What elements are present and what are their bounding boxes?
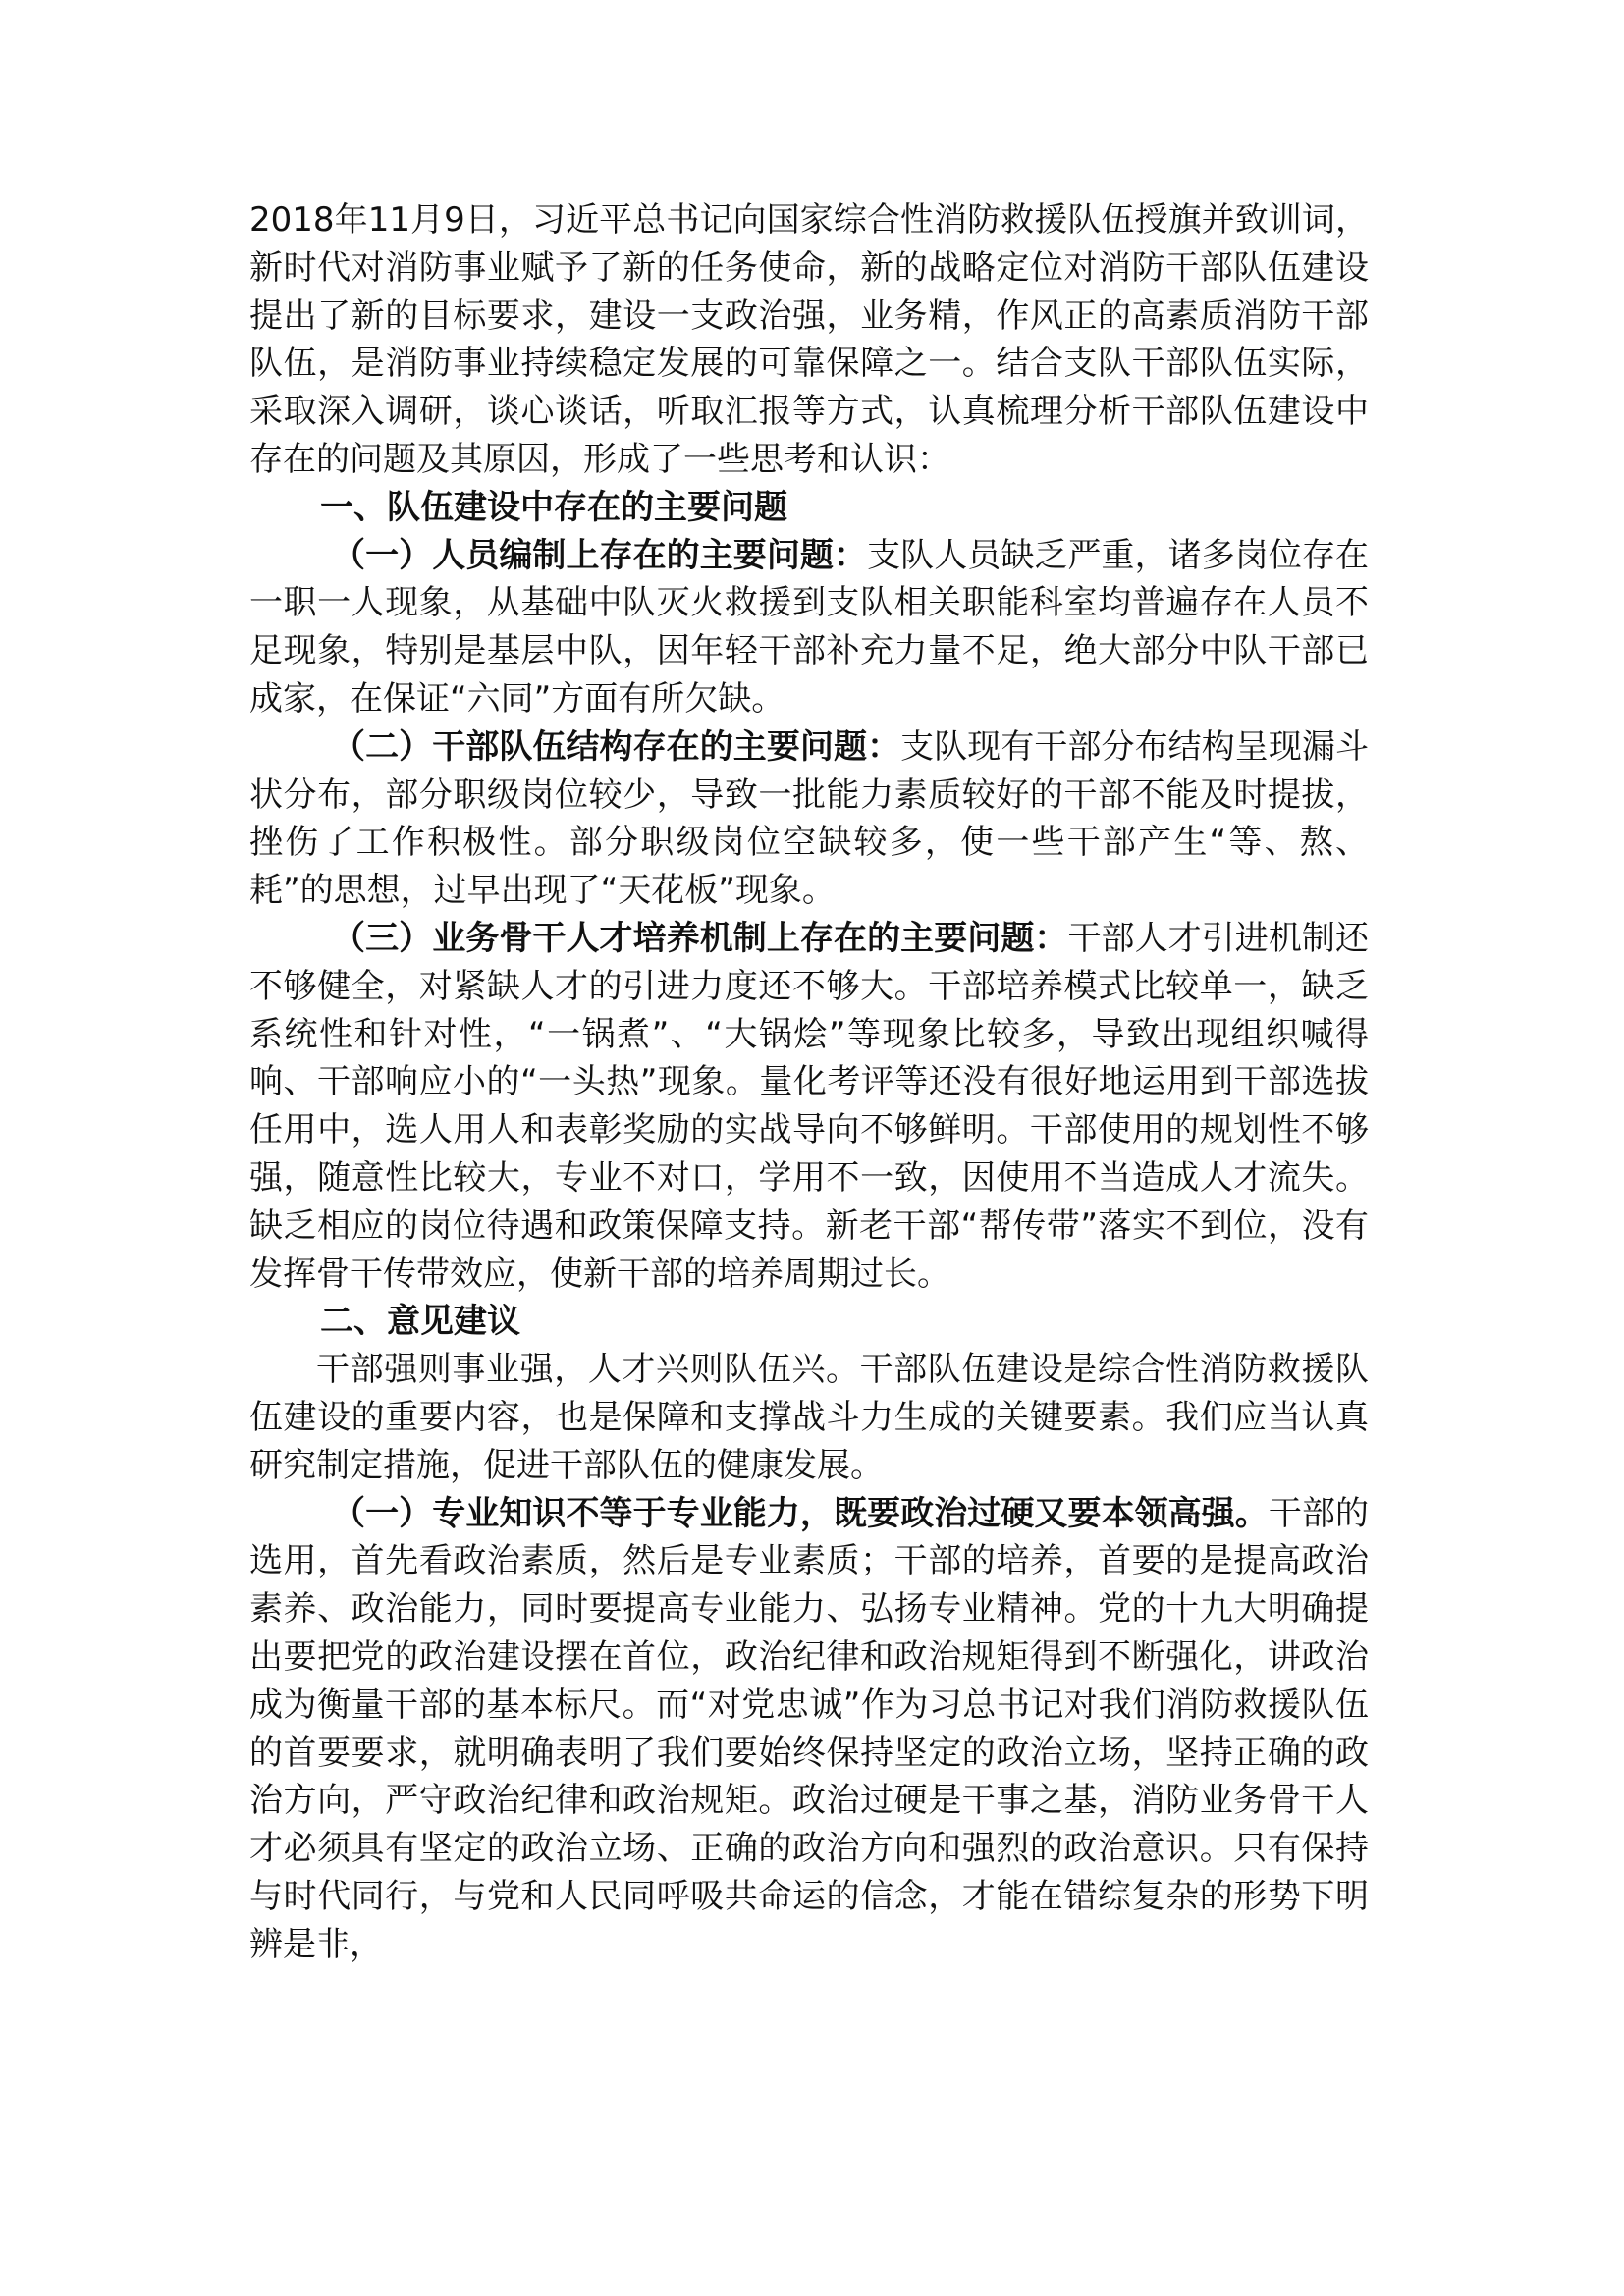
problem-paragraph-staffing bbox=[249, 532, 1369, 723]
problem-paragraph-structure bbox=[249, 723, 1369, 915]
problem-body-training: 干部人才引进机制还不够健全，对紧缺人才的引进力度还不够大。干部培养模式比较单一，缺乏系统性和针对性，“一锅煮”、“大锅烩”等现象比较多，导致出现组织喊得响、干部响应小的“一头热”现象。量化考评等还没有很好地运用到干部选拔任用中，选人用人和表彰奖励的实战导向不够鲜明。干部使用的规划性不够强，随意性比较大，专业不对口，学用不一致，因使用不当造成人才流失。缺乏相应的岗位待遇和政策保障支持。新老干部“帮传带”落实不到位，没有发挥骨干传带效应，使新干部的培养周期过长。 bbox=[249, 918, 1370, 1294]
problem-lead-structure: （二）干部队伍结构存在的主要问题： bbox=[332, 726, 901, 767]
problem-body-structure: 支队现有干部分布结构呈现漏斗状分布，部分职级岗位较少，导致一批能力素质较好的干部不能及时提拔，挫伤了工作积极性。部分职级岗位空缺较多，使一些干部产生“等、熬、耗”的思想，过早出现了“天花板”现象。 bbox=[249, 726, 1370, 911]
suggestion-lead-professional: （一）专业知识不等于专业能力，既要政治过硬又要本领高强。 bbox=[332, 1493, 1269, 1533]
suggestion-paragraph-professional bbox=[249, 1490, 1369, 1969]
problem-paragraph-training bbox=[249, 915, 1369, 1298]
suggestions-intro-paragraph: 干部强则事业强，人才兴则队伍兴。干部队伍建设是综合性消防救援队伍建设的重要内容，也是保障和支撑战斗力生成的关键要素。我们应当认真研究制定措施，促进干部队伍的健康发展。 bbox=[249, 1350, 1369, 1485]
problem-body-staffing: 支队人员缺乏严重，诸多岗位存在一职一人现象，从基础中队灭火救援到支队相关职能科室均普遍存在人员不足现象，特别是基层中队，因年轻干部补充力量不足，绝大部分中队干部已成家，在保证“六同”方面有所欠缺。 bbox=[249, 535, 1370, 719]
problem-lead-staffing: （一）人员编制上存在的主要问题： bbox=[332, 535, 868, 575]
section-heading-problems: 一、队伍建设中存在的主要问题 bbox=[320, 487, 787, 527]
section-heading-suggestions: 二、意见建议 bbox=[320, 1302, 520, 1342]
suggestion-body-professional: 干部的选用，首先看政治素质，然后是专业素质；干部的培养，首要的是提高政治素养、政治能力，同时要提高专业能力、弘扬专业精神。党的十九大明确提出要把党的政治建设摆在首位，政治纪律和政治规矩得到不断强化，讲政治成为衡量干部的基本标尺。而“对党忠诚”作为习总书记对我们消防救援队伍的首要要求，就明确表明了我们要始终保持坚定的政治立场，坚持正确的政治方向，严守政治纪律和政治规矩。政治过硬是干事之基，消防业务骨干人才必须具有坚定的政治立场、正确的政治方向和强烈的政治意识。只有保持与时代同行，与党和人民同呼吸共命运的信念，才能在错综复杂的形势下明辨是非， bbox=[249, 1493, 1370, 1964]
document-page bbox=[249, 196, 1369, 1968]
problem-lead-training: （三）业务骨干人才培养机制上存在的主要问题： bbox=[332, 918, 1068, 958]
intro-paragraph: 2018年11月9日，习近平总书记向国家综合性消防救援队伍授旗并致训词，新时代对消防事业赋予了新的任务使命，新的战略定位对消防干部队伍建设提出了新的目标要求，建设一支政治强，业务精，作风正的高素质消防干部队伍，是消防事业持续稳定发展的可靠保障之一。结合支队干部队伍实际，采取深入调研，谈心谈话，听取汇报等方式，认真梳理分析干部队伍建设中存在的问题及其原因，形成了一些思考和认识： bbox=[249, 200, 1369, 479]
